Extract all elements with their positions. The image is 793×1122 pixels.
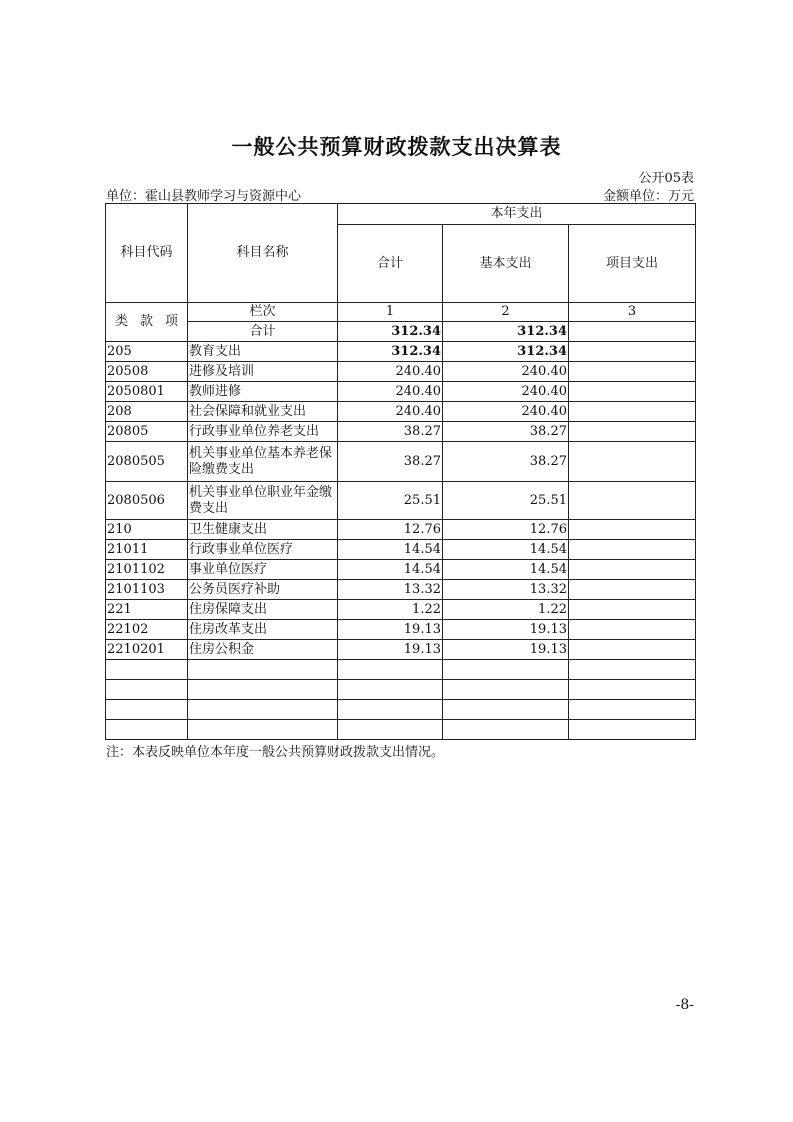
row-basic: 19.13 xyxy=(443,620,569,640)
row-project xyxy=(569,442,696,482)
row-code: 210 xyxy=(106,520,188,540)
row-basic: 1.22 xyxy=(443,600,569,620)
row-code xyxy=(106,720,188,740)
row-code: 2080506 xyxy=(106,482,188,520)
row-basic: 12.76 xyxy=(443,520,569,540)
row-name xyxy=(188,680,338,700)
row-project xyxy=(569,520,696,540)
row-name: 教育支出 xyxy=(188,342,338,362)
row-code: 2080505 xyxy=(106,442,188,482)
row-name: 住房改革支出 xyxy=(188,620,338,640)
table-row xyxy=(106,680,696,700)
table-row xyxy=(106,660,696,680)
row-project xyxy=(569,422,696,442)
page-title: 一般公共预算财政拨款支出决算表 xyxy=(231,135,562,159)
page-number: -8- xyxy=(675,997,694,1013)
row-project xyxy=(569,720,696,740)
table-row xyxy=(106,482,696,520)
table-row xyxy=(106,560,696,580)
row-name: 住房保障支出 xyxy=(188,600,338,620)
table-row xyxy=(106,620,696,640)
row-basic: 38.27 xyxy=(443,442,569,482)
row-total: 14.54 xyxy=(338,540,443,560)
sum-total: 312.34 xyxy=(338,322,443,342)
row-total: 25.51 xyxy=(338,482,443,520)
row-basic: 19.13 xyxy=(443,640,569,660)
row-code: 2101102 xyxy=(106,560,188,580)
table-note: 注：本表反映单位本年度一般公共预算财政拨款支出情况。 xyxy=(106,745,445,760)
header-current-year: 本年支出 xyxy=(338,204,696,225)
row-project xyxy=(569,402,696,422)
row-total: 38.27 xyxy=(338,422,443,442)
row-name: 住房公积金 xyxy=(188,640,338,660)
table-row xyxy=(106,720,696,740)
row-name: 教师进修 xyxy=(188,382,338,402)
row-project xyxy=(569,600,696,620)
header-levels xyxy=(106,303,188,342)
sum-basic: 312.34 xyxy=(443,322,569,342)
row-total: 12.76 xyxy=(338,520,443,540)
row-name: 行政事业单位养老支出 xyxy=(188,422,338,442)
row-project xyxy=(569,362,696,382)
row-name: 公务员医疗补助 xyxy=(188,580,338,600)
row-basic xyxy=(443,680,569,700)
header-name: 科目名称 xyxy=(188,204,338,303)
row-total: 19.13 xyxy=(338,640,443,660)
form-number: 公开05表 xyxy=(638,171,694,186)
header-col2: 2 xyxy=(443,303,569,322)
row-name: 机关事业单位基本养老保险缴费支出 xyxy=(188,442,338,482)
row-name: 进修及培训 xyxy=(188,362,338,382)
table-row xyxy=(106,580,696,600)
row-project xyxy=(569,482,696,520)
row-project xyxy=(569,560,696,580)
row-total: 1.22 xyxy=(338,600,443,620)
row-total: 240.40 xyxy=(338,382,443,402)
row-total: 19.13 xyxy=(338,620,443,640)
row-total xyxy=(338,660,443,680)
row-basic: 240.40 xyxy=(443,402,569,422)
table-row xyxy=(106,700,696,720)
row-project xyxy=(569,620,696,640)
row-total: 14.54 xyxy=(338,560,443,580)
row-basic xyxy=(443,660,569,680)
table-body xyxy=(106,342,696,740)
row-total xyxy=(338,700,443,720)
row-basic xyxy=(443,700,569,720)
sum-project xyxy=(569,322,696,342)
expenditure-table xyxy=(105,203,696,740)
row-basic: 13.32 xyxy=(443,580,569,600)
table-row xyxy=(106,442,696,482)
row-name xyxy=(188,660,338,680)
table-row xyxy=(106,362,696,382)
row-code: 22102 xyxy=(106,620,188,640)
table-row xyxy=(106,640,696,660)
header-project: 项目支出 xyxy=(569,225,696,303)
row-code: 2050801 xyxy=(106,382,188,402)
row-name xyxy=(188,720,338,740)
row-code xyxy=(106,680,188,700)
sum-label: 合计 xyxy=(188,322,338,342)
table-row xyxy=(106,540,696,560)
row-code: 2210201 xyxy=(106,640,188,660)
header-lei: 类 xyxy=(114,314,128,329)
header-basic: 基本支出 xyxy=(443,225,569,303)
row-name: 事业单位医疗 xyxy=(188,560,338,580)
row-basic: 14.54 xyxy=(443,540,569,560)
row-project xyxy=(569,580,696,600)
row-code: 208 xyxy=(106,402,188,422)
row-code: 2101103 xyxy=(106,580,188,600)
table-row xyxy=(106,520,696,540)
row-total: 240.40 xyxy=(338,402,443,422)
row-project xyxy=(569,680,696,700)
row-project xyxy=(569,640,696,660)
row-code: 20508 xyxy=(106,362,188,382)
row-total xyxy=(338,680,443,700)
row-basic: 240.40 xyxy=(443,382,569,402)
row-name: 社会保障和就业支出 xyxy=(188,402,338,422)
header-column-index: 栏次 xyxy=(188,303,338,322)
unit-label: 单位：霍山县教师学习与资源中心 xyxy=(106,189,302,204)
row-project xyxy=(569,700,696,720)
row-total: 312.34 xyxy=(338,342,443,362)
row-basic: 14.54 xyxy=(443,560,569,580)
table-row xyxy=(106,600,696,620)
table-row xyxy=(106,382,696,402)
table-row xyxy=(106,342,696,362)
row-basic xyxy=(443,720,569,740)
row-total: 13.32 xyxy=(338,580,443,600)
row-name: 行政事业单位医疗 xyxy=(188,540,338,560)
row-code xyxy=(106,700,188,720)
row-total xyxy=(338,720,443,740)
row-basic: 312.34 xyxy=(443,342,569,362)
header-total: 合计 xyxy=(338,225,443,303)
row-basic: 25.51 xyxy=(443,482,569,520)
row-name: 卫生健康支出 xyxy=(188,520,338,540)
row-total: 240.40 xyxy=(338,362,443,382)
header-xiang: 项 xyxy=(164,314,178,329)
header-kuan: 款 xyxy=(139,314,153,329)
row-basic: 240.40 xyxy=(443,362,569,382)
row-project xyxy=(569,660,696,680)
row-code: 221 xyxy=(106,600,188,620)
table-row xyxy=(106,402,696,422)
money-unit-label: 金额单位：万元 xyxy=(602,189,694,204)
table-row xyxy=(106,422,696,442)
row-basic: 38.27 xyxy=(443,422,569,442)
header-code: 科目代码 xyxy=(106,204,188,303)
row-project xyxy=(569,342,696,362)
row-total: 38.27 xyxy=(338,442,443,482)
row-project xyxy=(569,540,696,560)
row-code xyxy=(106,660,188,680)
header-col3: 3 xyxy=(569,303,696,322)
row-code: 20805 xyxy=(106,422,188,442)
row-name: 机关事业单位职业年金缴费支出 xyxy=(188,482,338,520)
row-name xyxy=(188,700,338,720)
header-col1: 1 xyxy=(338,303,443,322)
row-project xyxy=(569,382,696,402)
row-code: 21011 xyxy=(106,540,188,560)
row-code: 205 xyxy=(106,342,188,362)
